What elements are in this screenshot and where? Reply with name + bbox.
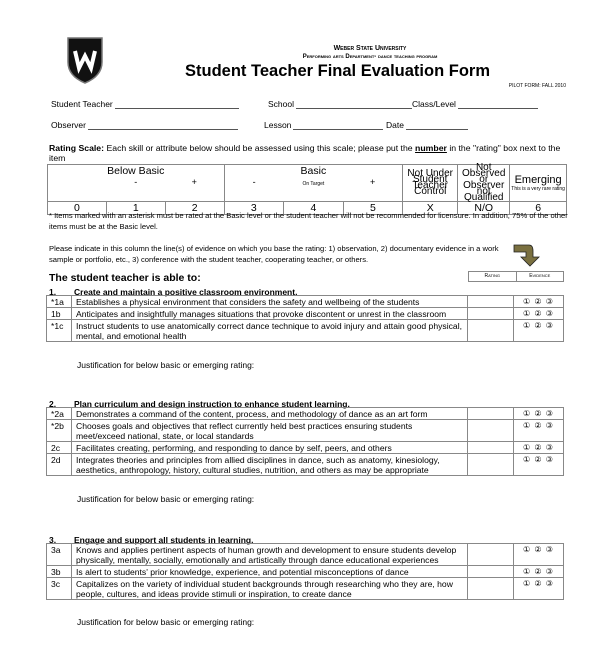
item-id: *1a [47,296,72,308]
items-table [46,407,564,476]
section-title: Create and maintain a positive classroom environment. [74,287,298,297]
evidence-options[interactable]: ① ② ③ [514,454,564,476]
rating-cell[interactable] [468,442,514,454]
emerging-header: Emerging This is a very rare rating [510,165,567,202]
rating-cell[interactable] [468,408,514,420]
section-title: Plan curriculum and design instruction to enhance student learning. [74,399,350,409]
item-text: Anticipates and insightfully manages situations that provoke discontent or unrest in the classroom [72,308,468,320]
university-logo [66,36,104,84]
item-text: Is alert to students' prior knowledge, experience, and potential misconceptions of dance [72,566,468,578]
item-id: 3a [47,544,72,566]
field-label: Student Teacher [51,99,113,109]
justification-label: Justification for below basic or emerging rating: [77,617,255,627]
field-label: School [268,99,294,109]
class-level-field[interactable] [412,99,538,109]
justification-label: Justification for below basic or emerging rating: [77,494,255,504]
rating-cell[interactable] [468,454,514,476]
rating-scale-intro [49,143,569,163]
table-row [47,544,564,566]
field-label: Observer [51,120,86,130]
scale-value: 1 [106,202,165,215]
section-number: 3. [49,535,57,545]
date-field[interactable] [386,120,468,130]
item-text: Facilitates creating, performing, and responding to dance by self, peers, and others [72,442,468,454]
table-row [47,296,564,308]
table-row [47,566,564,578]
item-id: 3b [47,566,72,578]
scale-value: 5 [343,202,403,215]
item-text: Integrates theories and principles from allied disciplines in dance, such as anatomy, kinesiology, aesthetics, anthropology, history, cultural studies, nutrition, and others as may be appropriate [72,454,468,476]
section-intro-heading: The student teacher is able to: [49,272,201,284]
curved-arrow-icon [513,243,541,267]
school-field[interactable] [268,99,412,109]
table-row [47,420,564,442]
column-headers [468,271,564,282]
intro-text: Each skill or attribute below should be assessed using this scale; please put the [104,143,416,153]
item-id: *2a [47,408,72,420]
rating-cell[interactable] [468,566,514,578]
pilot-note: PILOT FORM: FALL 2010 [508,83,566,89]
evidence-note: Please indicate in this column the line(s) of evidence on which you base the rating: 1) observation, 2) documentary evidence in a work sample or portfolio, etc., 3) conference with the student teacher, cooperating teacher, or others. [49,244,499,264]
rating-cell[interactable] [468,320,514,342]
scale-value: 4 [284,202,344,215]
page-title: Student Teacher Final Evaluation Form [185,62,490,80]
below-basic-header: Below Basic - + [48,165,225,202]
table-row [47,308,564,320]
evidence-options[interactable]: ① ② ③ [514,320,564,342]
item-id: *2b [47,420,72,442]
rating-scale-label: Rating Scale: [49,143,105,153]
evidence-options[interactable]: ① ② ③ [514,442,564,454]
table-row [47,320,564,342]
observer-field[interactable] [51,120,238,130]
evidence-options[interactable]: ① ② ③ [514,296,564,308]
evidence-options[interactable]: ① ② ③ [514,578,564,600]
number-emphasis: number [415,143,447,153]
student-teacher-field[interactable] [51,99,239,109]
item-text: Chooses goals and objectives that reflect currently held best practices ensuring students meet/exceed national, state, or local standards [72,420,468,442]
intro-text: in the "rating" box next to the item [49,143,561,163]
item-text: Establishes a physical environment that considers the safety and wellbeing of the students [72,296,468,308]
department-name: Performing arts Department- dance teaching program [302,54,438,60]
evidence-options[interactable]: ① ② ③ [514,308,564,320]
evidence-column-header: Evidence [516,272,564,281]
item-text: Instruct students to use anatomically correct dance technique to avoid injury and attain good physical, mental, and emotional health [72,320,468,342]
item-text: Demonstrates a command of the content, process, and methodology of dance as an art form [72,408,468,420]
scale-value: 3 [224,202,284,215]
scale-value: 2 [165,202,224,215]
evidence-options[interactable]: ① ② ③ [514,420,564,442]
item-text: Knows and applies pertinent aspects of human growth and development to ensure students develop physically, mentally, socially, emotionally and artistically through dance educational experiences [72,544,468,566]
items-table [46,295,564,342]
table-row [47,578,564,600]
evidence-options[interactable]: ① ② ③ [514,408,564,420]
item-id: *1c [47,320,72,342]
scale-value: 6 [510,202,567,215]
item-id: 1b [47,308,72,320]
scale-value: N/O [458,202,510,215]
asterisk-note: * Items marked with an asterisk must be rated at the Basic level or the student teacher will not be recommended for licensure. In addition, 75% of the other items must be at the Basic level. [49,211,568,231]
university-name: Weber State University [333,45,407,52]
table-row [47,408,564,420]
basic-header: Basic - On Target + [224,165,403,202]
item-id: 3c [47,578,72,600]
rating-cell[interactable] [468,578,514,600]
scale-value: 0 [48,202,107,215]
item-text: Capitalizes on the variety of individual student backgrounds through researching who they are, how people, cultures, and ideas provide stimuli or inspiration, to create dance [72,578,468,600]
scale-value: X [403,202,458,215]
rating-scale-table [47,164,567,215]
field-label: Lesson [264,120,292,130]
evidence-options[interactable]: ① ② ③ [514,566,564,578]
rating-cell[interactable] [468,544,514,566]
section-number: 1. [49,287,57,297]
rating-cell[interactable] [468,420,514,442]
rating-cell[interactable] [468,308,514,320]
field-label: Date [386,120,404,130]
item-id: 2d [47,454,72,476]
items-table [46,543,564,600]
evidence-options[interactable]: ① ② ③ [514,544,564,566]
section-title: Engage and support all students in learning. [74,535,254,545]
not-under-control-header: Not Under Student Teacher Control [403,165,458,202]
table-row [47,454,564,476]
rating-column-header: Rating [484,273,501,279]
section-number: 2. [49,399,57,409]
table-row [47,442,564,454]
not-observed-header: Not Observed or Observer not Qualified [458,165,510,202]
rating-cell[interactable] [468,296,514,308]
lesson-field[interactable] [264,120,383,130]
field-label: Class/Level [412,99,456,109]
item-id: 2c [47,442,72,454]
justification-label: Justification for below basic or emerging rating: [77,360,255,370]
